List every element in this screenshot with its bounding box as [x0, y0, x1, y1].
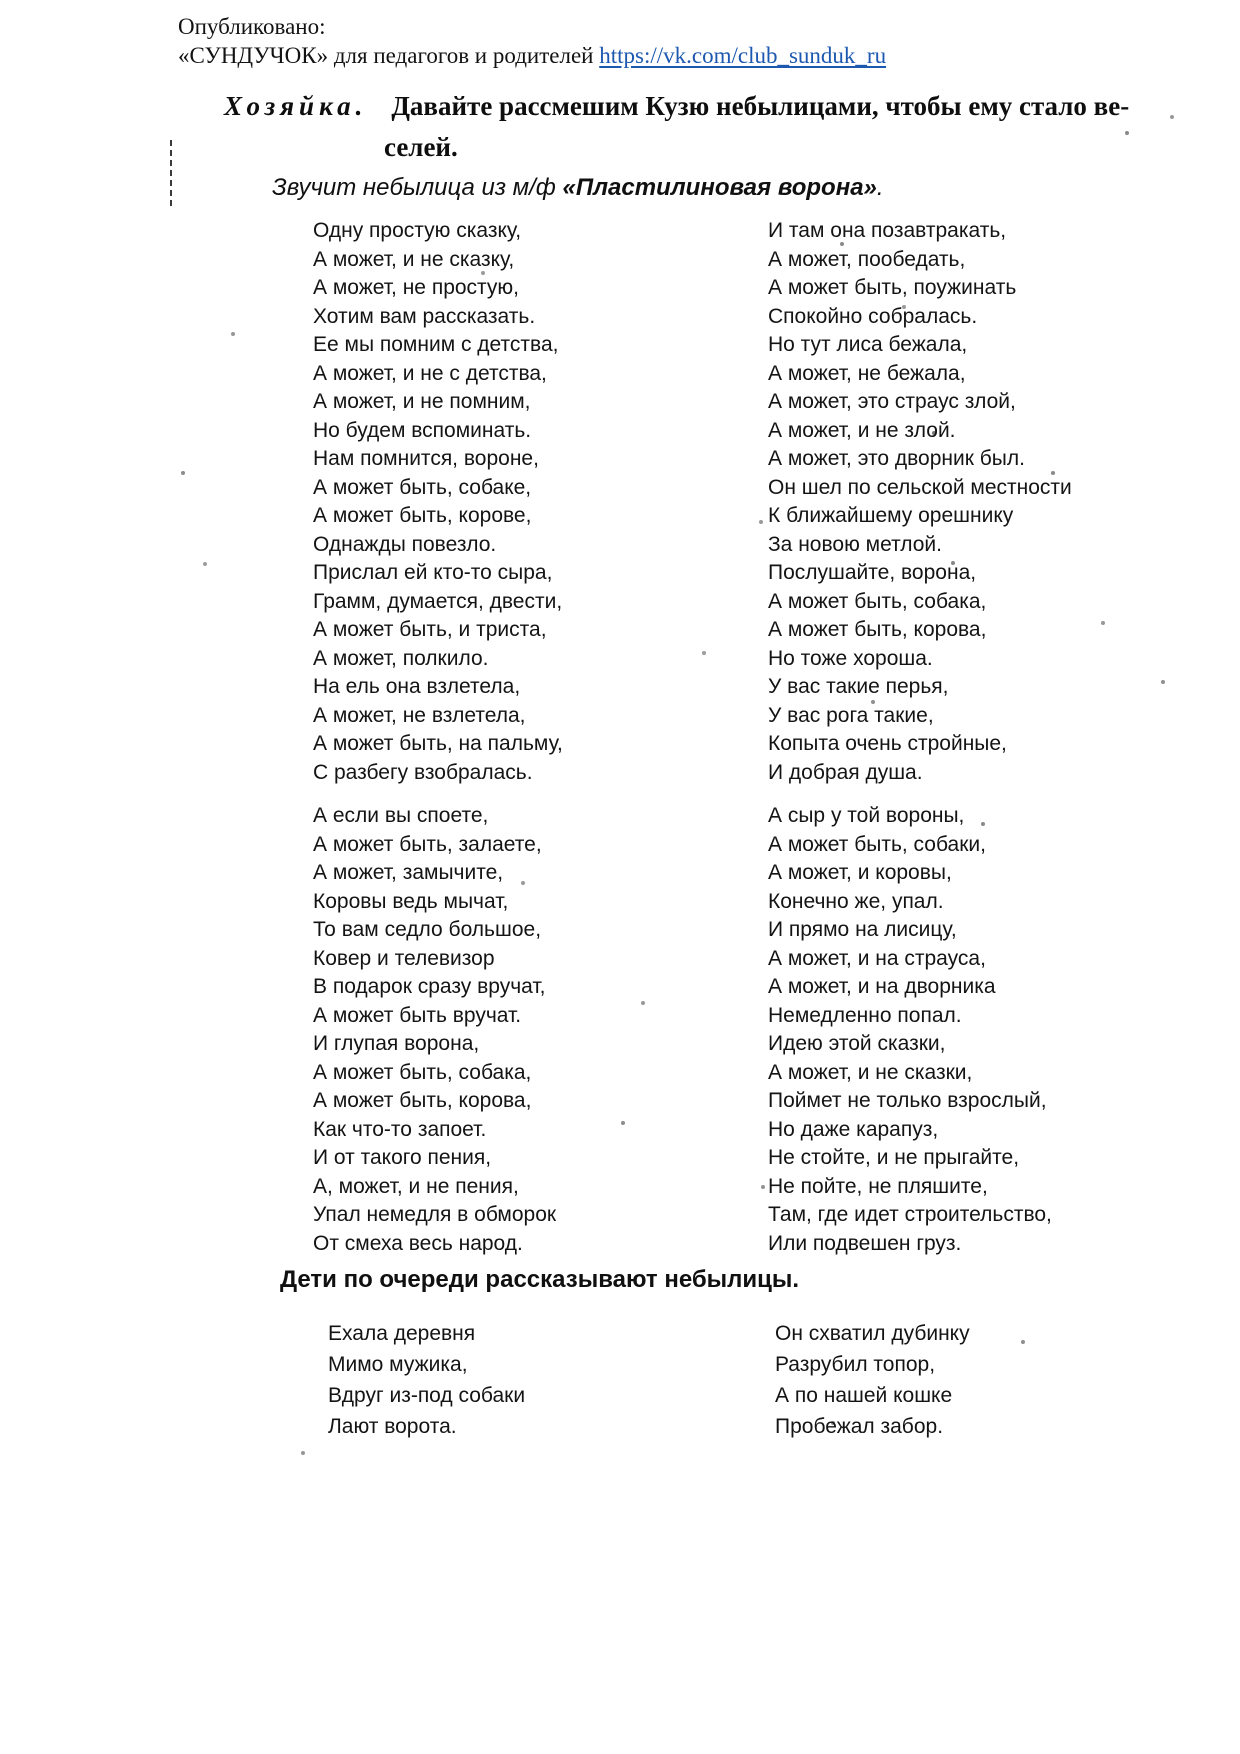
poem-line: А может, не простую,: [313, 276, 519, 299]
poem-line: Конечно же, упал.: [768, 889, 944, 913]
poem-line: Хотим вам рассказать.: [313, 304, 536, 328]
poem-line: А может, пообедать,: [768, 247, 966, 271]
dialog-block: [224, 86, 1154, 168]
poem-line: Лают ворота.: [328, 1415, 457, 1438]
tall-tale-right: [775, 1318, 970, 1442]
stage-direction-1-title: «Пластилиновая ворона»: [562, 174, 877, 201]
poem-line: Ее мы помним с детства,: [313, 333, 559, 356]
poem-line: А может быть, собака,: [313, 1060, 532, 1084]
stage-direction-1: [272, 174, 884, 202]
poem-line: Коровы ведь мычат,: [313, 889, 509, 913]
poem-line: А может, и коровы,: [768, 861, 952, 884]
poem-line: А может, и на страуса,: [768, 946, 986, 970]
poem-line: Или подвешен груз.: [768, 1231, 962, 1255]
stage-direction-1-suffix: .: [876, 174, 884, 201]
poem-line: А может быть вручат.: [313, 1003, 522, 1027]
poem-line: Как что-то запоет.: [313, 1117, 487, 1141]
poem-line: А может, полкило.: [313, 646, 489, 670]
poem-line: Но тоже хороша.: [768, 646, 933, 670]
poem-line: И прямо на лисицу,: [768, 918, 957, 941]
poem-line: И от такого пения,: [313, 1146, 492, 1169]
poem-line: Но будем вспоминать.: [313, 418, 532, 442]
poem-line: Но тут лиса бежала,: [768, 333, 968, 356]
poem-line: С разбегу взобралась.: [313, 760, 533, 784]
margin-dash-artifact: [170, 140, 172, 206]
poem-line: Но даже карапуз,: [768, 1117, 939, 1141]
poem-line: У вас такие перья,: [768, 675, 949, 698]
poem-line: А может быть, собаке,: [313, 475, 532, 499]
poem-line: А может быть, и триста,: [313, 618, 547, 641]
poem-line: А может, не бежала,: [768, 361, 966, 385]
poem-line: Он шел по сельской местности: [768, 475, 1072, 499]
dialog-speaker: Хозяйка.: [224, 91, 368, 121]
poem-line: Пробежал забор.: [775, 1415, 944, 1438]
poem-left-stanza-1: [313, 217, 563, 787]
poem-line: И глупая ворона,: [313, 1032, 480, 1055]
poem-line: А может, и не сказки,: [768, 1060, 973, 1084]
source-line: [178, 41, 886, 70]
poem-line: Грамм, думается, двести,: [313, 589, 563, 613]
poem-line: А если вы споете,: [313, 804, 489, 827]
poem-line: За новою метлой.: [768, 532, 942, 556]
poem-line: А может быть, корова,: [768, 618, 987, 641]
poem-line: Спокойно собралась.: [768, 304, 978, 328]
poem-line: Не стойте, и не прыгайте,: [768, 1146, 1020, 1169]
source-link[interactable]: https://vk.com/club_sunduk_ru: [599, 43, 887, 68]
poem-line: А может быть, корове,: [313, 504, 532, 527]
poem-line: А может быть, собака,: [768, 589, 987, 613]
poem-column-right: [768, 217, 1072, 1258]
poem-line: А может, и не злой.: [768, 418, 956, 442]
poem-line: Прислал ей кто-то сыра,: [313, 561, 553, 584]
scan-noise-specks: [0, 0, 2, 2]
poem-line: Поймет не только взрослый,: [768, 1089, 1047, 1112]
poem-line: Послушайте, ворона,: [768, 561, 977, 584]
poem-line: А может быть, корова,: [313, 1089, 532, 1112]
poem-line: А может быть, на пальму,: [313, 732, 563, 755]
poem-line: А может, и не сказку,: [313, 247, 515, 271]
poem-line: Ехала деревня: [328, 1322, 476, 1345]
poem-line: Однажды повезло.: [313, 532, 497, 556]
poem-right-stanza-2: [768, 802, 1072, 1258]
poem-line: А может, не взлетела,: [313, 703, 526, 727]
poem-line: В подарок сразу вручат,: [313, 975, 546, 998]
poem-line: Мимо мужика,: [328, 1353, 468, 1376]
poem-line: От смеха весь народ.: [313, 1231, 523, 1255]
poem-line: То вам седло большое,: [313, 918, 542, 941]
poem-line: К ближайшему орешнику: [768, 504, 1014, 527]
poem-line: А может, и не с детства,: [313, 361, 547, 385]
dialog-text-line2: селей.: [384, 132, 458, 162]
stage-direction-1-prefix: Звучит небылица из м/ф: [272, 174, 563, 201]
poem-line: Упал немедля в обморок: [313, 1203, 557, 1226]
poem-line: Идею этой сказки,: [768, 1032, 946, 1055]
poem-right-stanza-1: [768, 217, 1072, 787]
poem-column-left: [313, 217, 563, 1258]
poem-line: Вдруг из-под собаки: [328, 1384, 526, 1407]
poem-line: А может, это дворник был.: [768, 447, 1025, 470]
poem-line: У вас рога такие,: [768, 703, 934, 727]
poem-line: А может, и не помним,: [313, 390, 531, 413]
poem-line: Разрубил топор,: [775, 1353, 936, 1376]
poem-line: А может, замычите,: [313, 861, 504, 884]
poem-line: А может, и на дворника: [768, 975, 996, 998]
published-label: Опубликовано:: [178, 14, 326, 39]
poem-line: Копыта очень стройные,: [768, 732, 1007, 755]
poem-line: А может быть, поужинать: [768, 276, 1017, 299]
header-block: [178, 12, 886, 70]
poem-line: А может быть, собаки,: [768, 832, 986, 856]
poem-line: Он схватил дубинку: [775, 1322, 970, 1345]
poem-line: А сыр у той вороны,: [768, 804, 965, 827]
poem-line: Ковер и телевизор: [313, 946, 495, 970]
poem-line: На ель она взлетела,: [313, 675, 521, 698]
poem-line: Там, где идет строительство,: [768, 1203, 1052, 1226]
poem-line: Нам помнится, вороне,: [313, 447, 539, 470]
poem-line: Не пойте, не пляшите,: [768, 1174, 988, 1198]
poem-line: А, может, и не пения,: [313, 1174, 519, 1198]
poem-line: Немедленно попал.: [768, 1003, 962, 1027]
poem-line: А может быть, залаете,: [313, 832, 542, 856]
poem-line: И там она позавтракать,: [768, 219, 1007, 242]
poem-line: И добрая душа.: [768, 760, 923, 784]
stage-direction-2: Дети по очереди рассказывают небылицы.: [280, 1266, 800, 1293]
poem-line: А может, это страус злой,: [768, 390, 1016, 413]
dialog-text-line1: Давайте рассмешим Кузю небылицами, чтобы ему стало ве-: [391, 91, 1130, 121]
source-text: «СУНДУЧОК» для педагогов и родителей: [178, 43, 600, 68]
tall-tale-left: [328, 1318, 525, 1442]
poem-line: А по нашей кошке: [775, 1384, 953, 1407]
poem-left-stanza-2: [313, 802, 563, 1258]
poem-line: Одну простую сказку,: [313, 219, 522, 242]
